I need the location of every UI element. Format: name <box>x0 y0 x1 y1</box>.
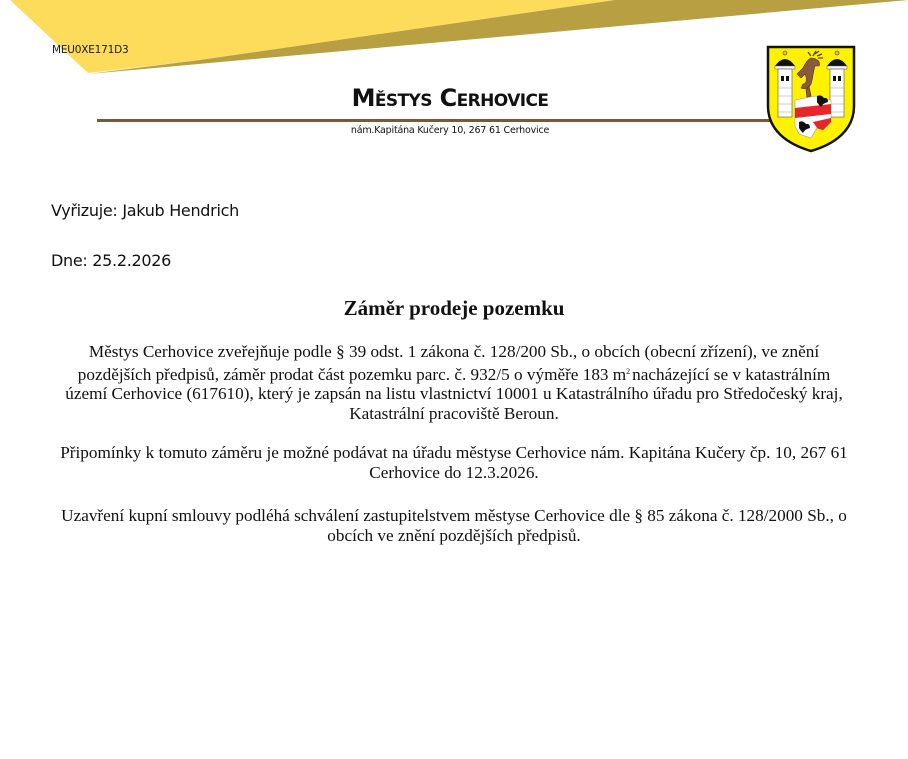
paragraph-line: obcích ve znění pozdějších předpisů. <box>327 525 581 545</box>
paragraph-line: Uzavření kupní smlouvy podléhá schválení zastupitelstvem městyse Cerhovice dle § 85 zákona č. 128/2000 Sb., o <box>61 506 847 525</box>
paragraph-comments <box>48 443 860 482</box>
date-label: Dne: 25.2.2026 <box>51 251 172 270</box>
paragraph-line: Připomínky k tomuto záměru je možné podávat na úřadu městyse Cerhovice nám. Kapitána Kučery čp. 10, 267 61 <box>60 443 848 462</box>
paragraph-contract <box>48 506 860 545</box>
paragraph-line-part: nacházející se v katastrálním <box>632 364 831 384</box>
paragraph-line-part: pozdějších předpisů, záměr prodat část pozemku parc. č. 932/5 o výměře 183 m <box>77 364 627 384</box>
paragraph-line: území Cerhovice (617610), který je zapsán na listu vlastnictví 10001 u Katastrálního úřadu pro Středočeský kraj, <box>65 384 843 404</box>
header-divider <box>97 119 777 122</box>
superscript-2: 2 <box>626 366 631 376</box>
banner-yellow-shape <box>10 0 615 73</box>
organization-address: nám.Kapitána Kučery 10, 267 61 Cerhovice <box>350 125 550 136</box>
paragraph-line <box>48 362 860 385</box>
paragraph-line: Katastrální pracoviště Beroun. <box>349 403 559 423</box>
organization-title: Městys Cerhovice <box>351 84 549 112</box>
handler-label: Vyřizuje: Jakub Hendrich <box>51 201 239 220</box>
document-id: MEU0XE171D3 <box>52 44 129 56</box>
paragraph-line: Cerhovice do 12.3.2026. <box>369 462 539 482</box>
paragraph-line: Městys Cerhovice zveřejňuje podle § 39 odst. 1 zákona č. 128/200 Sb., o obcích (obecní zřízení), ve znění <box>88 342 820 361</box>
coat-of-arms-icon <box>765 44 857 154</box>
paragraph-announcement <box>48 342 860 423</box>
document-title: Záměr prodeje pozemku <box>343 296 565 320</box>
